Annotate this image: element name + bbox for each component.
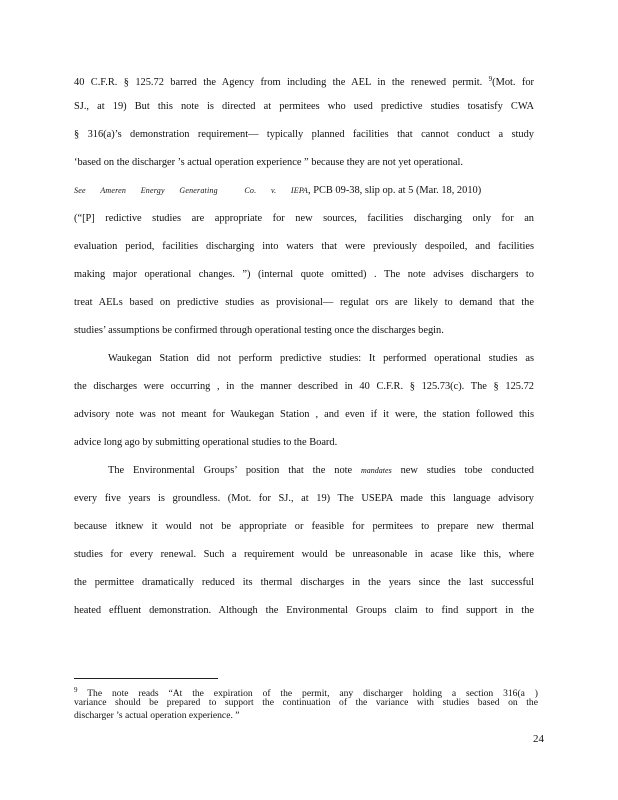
citation-italic-v: v. [270,186,277,195]
citation-italic-co: Co. [244,186,257,195]
footnote-marker: 9 [74,686,78,694]
body-line-1-pre: 40 C.F.R. § 125.72 barred the Agency from including the AEL in the renewed permit. [74,77,489,88]
paragraph-3-italic-mandates: mandates [361,466,392,475]
paragraph-3-line-6: heated effluent demonstration. Although the Environmental Groups claim to find support in the [74,605,534,616]
paragraph-2-line-1: Waukegan Station did not perform predictive studies: It performed operational studies as [108,353,534,364]
body-line-7: making major operational changes. ”) (internal quote omitted) . The note advises dischargers to [74,269,534,280]
paragraph-3-line-1-pre: The Environmental Groups’ position that the note [108,465,362,476]
paragraph-2-line-2: the discharges were occurring , in the manner described in 40 C.F.R. § 125.73(c). The § 125.72 [74,381,534,392]
body-line-6: evaluation period, facilities discharging into waters that were previously despoiled, and facilities [74,241,534,252]
body-line-8: treat AELs based on predictive studies as provisional— regulat ors are likely to demand that the [74,297,534,308]
body-line-4: ‘based on the discharger ’s actual operation experience ” because they are not yet operational. [74,157,463,168]
footnote-separator [74,678,218,679]
citation-rest: , PCB 09-38, slip op. at 5 (Mar. 18, 2010) [308,185,482,196]
footnote-reference-marker: 9 [488,75,493,83]
body-line-1-post: (Mot. for [492,77,534,88]
citation-italic-see: See [74,186,86,195]
paragraph-3-line-5: the permittee dramatically reduced its thermal discharges in the years since the last successful [74,577,534,588]
citation-italic-energy: Energy [140,186,165,195]
body-line-2: SJ., at 19) But this note is directed at permitees who used predictive studies tosatisfy CWA [74,101,534,112]
body-line-5: (“[P] redictive studies are appropriate for new sources, facilities discharging only for an [74,213,534,224]
paragraph-3-line-1-post: new studies tobe conducted [391,465,534,476]
case-citation-line [74,184,534,198]
citation-italic-ameren: Ameren [100,186,127,195]
citation-italic-generating: Generating [179,186,218,195]
paragraph-2-line-4: advice long ago by submitting operational studies to the Board. [74,437,338,448]
paragraph-3-line-3: because itknew it would not be appropriate or feasible for permitees to prepare new thermal [74,521,534,532]
paragraph-2-line-3: advisory note was not meant for Waukegan Station , and even if it were, the station followed this [74,409,534,420]
citation-italic-iepa: IEPA [290,186,308,195]
paragraph-3-line-2: every five years is groundless. (Mot. for SJ., at 19) The USEPA made this language advisory [74,493,534,504]
body-line-1 [74,72,534,90]
page-number: 24 [533,733,544,745]
paragraph-3-line-4: studies for every renewal. Such a requirement would be unreasonable in acase like this, where [74,549,534,560]
paragraph-3-line-1 [108,464,534,478]
body-line-9: studies’ assumptions be confirmed through operational testing once the discharges begin. [74,325,444,336]
footnote-line-2: variance should be prepared to support the continuation of the variance with studies based on the [74,697,538,708]
footnote-line-3: discharger ’s actual operation experience. ” [74,710,240,721]
footnote-line-1-text: The note reads “At the expiration of the permit, any discharger holding a section 316(a ) [77,688,538,699]
body-line-3: § 316(a)’s demonstration requirement— typically planned facilities that cannot conduct a study [74,129,534,140]
